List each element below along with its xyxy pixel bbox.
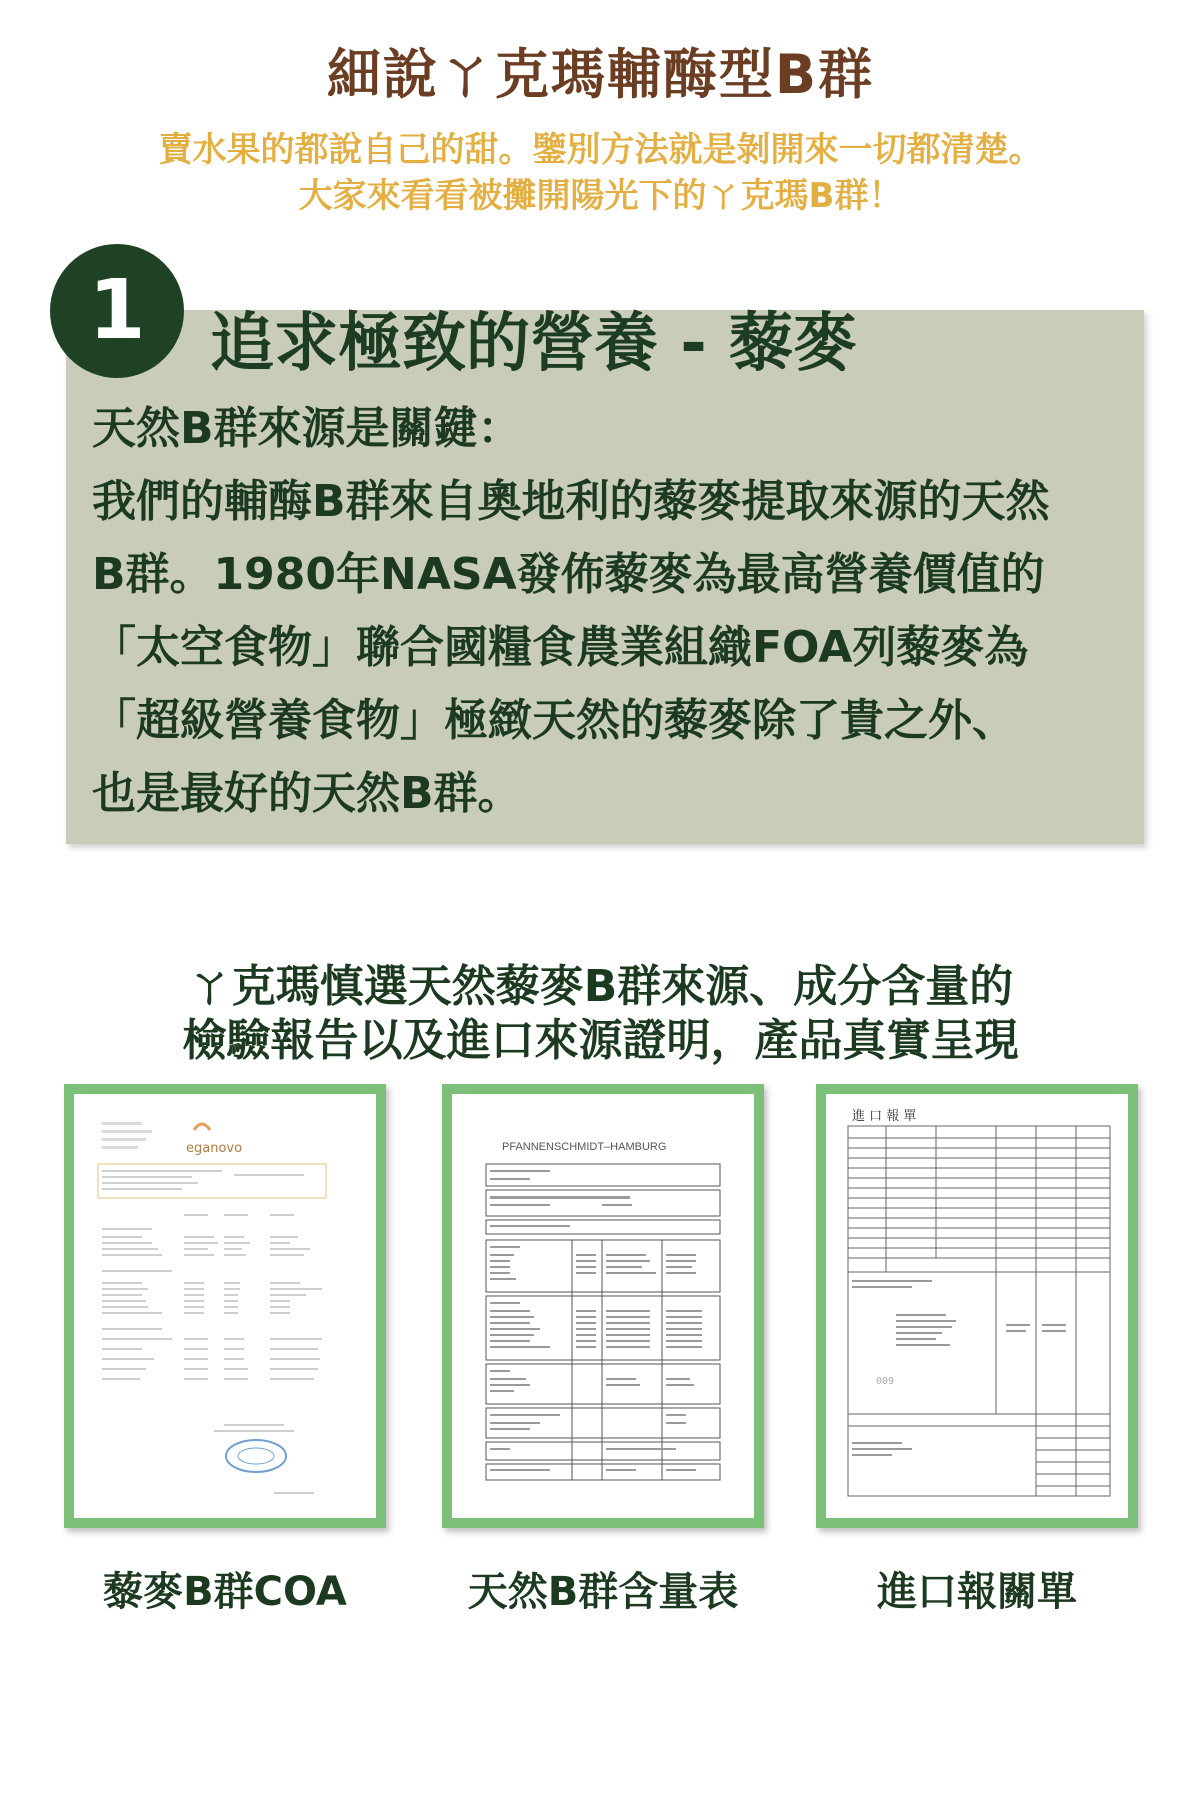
documents-heading-line-1: ㄚ克瑪慎選天然藜麥B群來源、成分含量的 bbox=[187, 961, 1014, 1012]
subtitle-line-2: 大家來看看被攤開陽光下的ㄚ克瑪B群！ bbox=[298, 176, 903, 216]
svg-text:009: 009 bbox=[876, 1376, 895, 1387]
import-declaration-caption: 進口報關單 bbox=[877, 1569, 1077, 1615]
coa-document-graphic bbox=[74, 1094, 376, 1518]
content-table-graphic bbox=[452, 1094, 754, 1518]
body-line: 「太空食物」聯合國糧食農業組織FOA列藜麥為 bbox=[92, 622, 1029, 673]
body-line: 「超級營養食物」極緻天然的藜麥除了貴之外、 bbox=[92, 695, 1016, 746]
section-number-badge: 1 bbox=[50, 244, 184, 378]
page-title: 細說ㄚ克瑪輔酶型B群 bbox=[326, 43, 875, 106]
body-line: B群。1980年NASA發佈藜麥為最高營養價值的 bbox=[92, 549, 1045, 600]
import-declaration-graphic bbox=[826, 1094, 1128, 1518]
logo-mark-icon bbox=[194, 1124, 210, 1130]
body-line: 也是最好的天然B群。 bbox=[92, 768, 522, 819]
documents-heading-line-2: 檢驗報告以及進口來源證明，產品真實呈現 bbox=[182, 1015, 1019, 1066]
import-declaration-document-frame bbox=[816, 1084, 1138, 1528]
section-body bbox=[92, 392, 1122, 830]
subtitle-line-1: 賣水果的都說自己的甜。鑒別方法就是剝開來一切都清楚。 bbox=[158, 130, 1043, 170]
stamp-icon bbox=[226, 1440, 286, 1472]
coa-document-image bbox=[74, 1094, 376, 1518]
section-heading: 追求極致的營養 - 藜麥 bbox=[210, 307, 858, 381]
coa-logo-text: eganovo bbox=[186, 1141, 243, 1156]
content-table-document-frame bbox=[442, 1084, 764, 1528]
coa-caption: 藜麥B群COA bbox=[103, 1569, 347, 1615]
import-declaration-document-image bbox=[826, 1094, 1128, 1518]
body-line: 天然B群來源是關鍵： bbox=[92, 403, 522, 454]
content-table-document-image bbox=[452, 1094, 754, 1518]
content-table-caption: 天然B群含量表 bbox=[467, 1569, 739, 1615]
body-line: 我們的輔酶B群來自奧地利的藜麥提取來源的天然 bbox=[92, 476, 1050, 527]
import-declaration-header: 進 口 報 單 bbox=[852, 1109, 917, 1124]
coa-document-frame bbox=[64, 1084, 386, 1528]
content-table-header: PFANNENSCHMIDT–HAMBURG bbox=[502, 1141, 667, 1153]
